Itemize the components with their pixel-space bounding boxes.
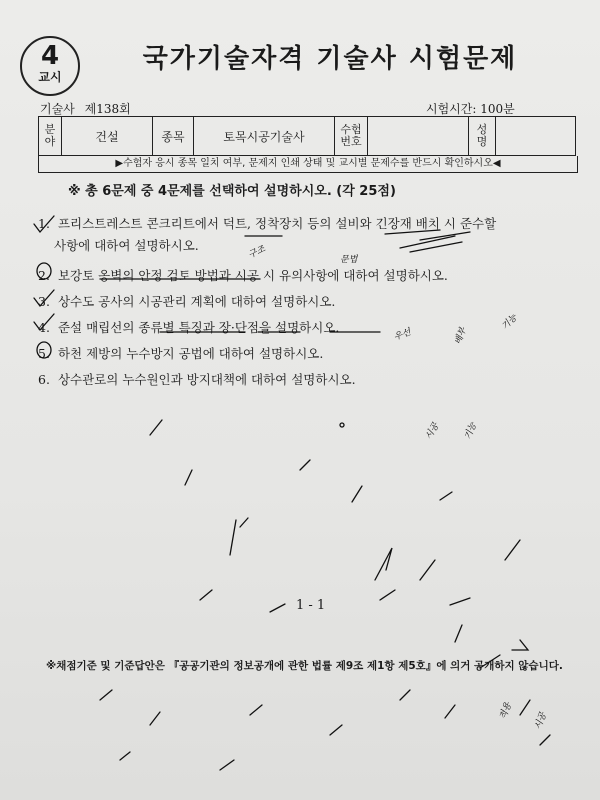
footer-notice: ※채점기준 및 기준답안은 『공공기관의 정보공개에 관한 법률 제9조 제1항 제5호』에 의거 공개하지 않습니다. — [46, 660, 563, 672]
question-text: 하천 제방의 누수방지 공법에 대하여 설명하시오. — [57, 346, 324, 361]
svg-text:기능: 기능 — [463, 421, 479, 442]
question-text: 준설 매립선의 종류별 특징과 장·단점을 설명하시오. — [57, 320, 340, 335]
svg-text:기능: 기능 — [500, 312, 520, 333]
name-label-top: 성 — [476, 123, 488, 136]
page-title: 국가기술자격 기술사 시험문제 — [142, 44, 518, 74]
exam-round-number: 제138회 — [84, 102, 131, 116]
exam-number-label-bottom: 번호 — [340, 135, 362, 148]
question-item — [38, 318, 339, 336]
field-label — [39, 117, 62, 156]
question-text: 상수관로의 누수원인과 방지대책에 대하여 설명하시오. — [57, 372, 356, 387]
name-field[interactable] — [496, 117, 576, 156]
notice-bar: ▶수험자 응시 종목 일치 여부, 문제지 인쇄 상태 및 교시별 문제수를 반드시 확인하시오◀ — [38, 156, 578, 173]
question-text: 보강토 옹벽의 안정 검토 방법과 시공 시 유의사항에 대하여 설명하시오. — [57, 268, 448, 283]
question-item — [38, 266, 448, 284]
exam-category: 기술사 — [40, 102, 75, 116]
scribble — [400, 232, 470, 252]
question-item-continuation — [54, 236, 199, 254]
field-value: 건설 — [62, 117, 153, 156]
question-text: 사항에 대하여 설명하시오. — [54, 238, 199, 253]
field-label-top: 분 — [44, 123, 56, 136]
question-number: 6. — [38, 372, 50, 387]
svg-text:우선: 우선 — [392, 327, 413, 343]
svg-text:구조: 구조 — [247, 244, 268, 261]
instruction: ※ 총 6문제 중 4문제를 선택하여 설명하시오. (각 25점) — [68, 184, 396, 199]
question-number: 4. — [38, 320, 50, 335]
svg-text:적용: 적용 — [498, 701, 514, 722]
question-number: 3. — [38, 294, 50, 309]
svg-text:시공: 시공 — [423, 421, 442, 442]
exam-number-field[interactable] — [368, 117, 469, 156]
session-badge — [20, 36, 80, 96]
question-text: 상수도 공사의 시공관리 계획에 대하여 설명하시오. — [57, 294, 336, 309]
question-item — [38, 292, 335, 310]
name-label — [469, 117, 496, 156]
question-number: 5. — [38, 346, 50, 361]
svg-text:배부: 배부 — [453, 326, 469, 347]
question-text: 프리스트레스트 콘크리트에서 덕트, 정착장치 등의 설비와 긴장재 배치 시 준수할 — [57, 216, 497, 231]
session-label: 교시 — [38, 70, 62, 84]
question-item — [38, 344, 323, 362]
svg-text:문법: 문법 — [340, 255, 358, 265]
question-number: 1. — [38, 216, 50, 231]
info-table — [38, 116, 576, 156]
item-value: 토목시공기술사 — [194, 117, 335, 156]
page-number: 1 - 1 — [296, 598, 326, 613]
question-item — [38, 370, 356, 388]
time-limit: 시험시간: 100분 — [426, 102, 515, 116]
svg-text:시공: 시공 — [533, 711, 549, 732]
item-label: 종목 — [153, 117, 194, 156]
session-number: 4 — [40, 41, 60, 71]
question-number: 2. — [38, 268, 50, 283]
exam-number-label-top: 수험 — [340, 123, 362, 136]
question-item — [38, 214, 496, 232]
field-label-bottom: 야 — [44, 135, 56, 148]
exam-round — [40, 100, 137, 117]
name-label-bottom: 명 — [476, 135, 488, 148]
exam-number-label — [335, 117, 368, 156]
